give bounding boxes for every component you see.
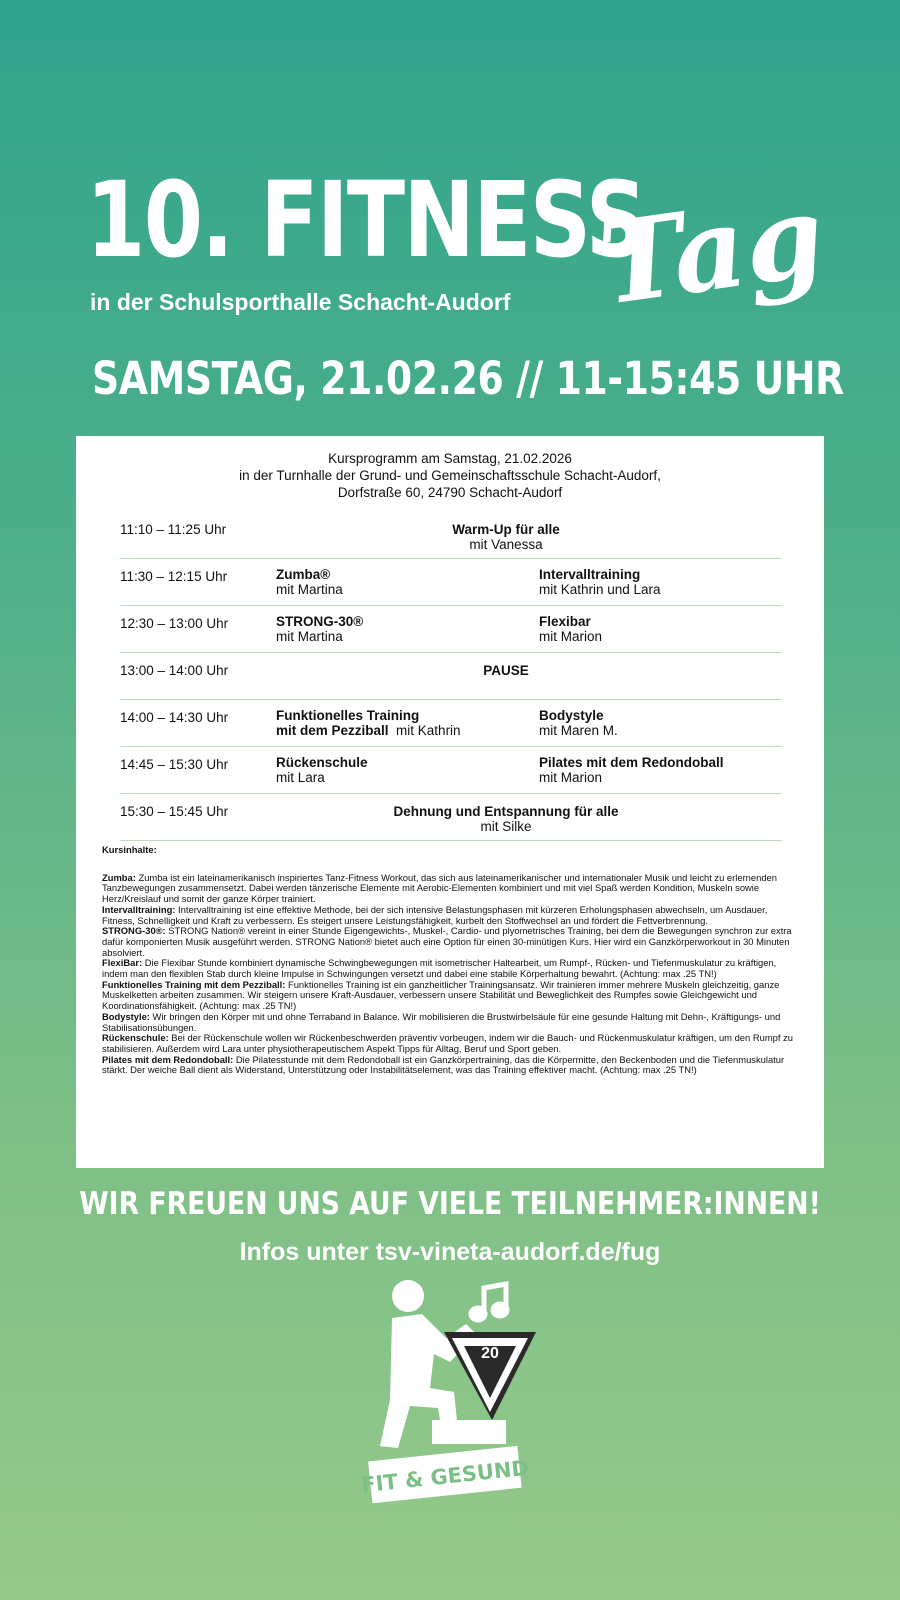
schedule-row — [120, 606, 782, 653]
row-time: 11:30 – 12:15 Uhr — [120, 569, 228, 584]
date-time-line: SAMSTAG, 21.02.26 // 11-15:45 UHR — [92, 352, 844, 405]
schedule-row — [120, 700, 782, 747]
info-label: STRONG-30®: — [102, 925, 166, 937]
program-card — [76, 436, 824, 1168]
course-trainer: mit Kathrin — [396, 723, 461, 738]
course-info-item — [102, 980, 802, 1012]
course-info-item — [102, 1055, 802, 1076]
course-trainer: mit Marion — [539, 770, 603, 785]
info-url[interactable]: Infos unter tsv-vineta-audorf.de/fug — [239, 1238, 661, 1266]
course-a — [276, 567, 343, 597]
music-note-icon — [471, 1284, 507, 1320]
course-info-item — [102, 1012, 802, 1033]
fit-gesund-logo — [360, 1280, 560, 1525]
row-time: 11:10 – 11:25 Uhr — [120, 522, 227, 537]
emblem-number: 20 — [481, 1345, 499, 1362]
program-title: Kursprogramm am Samstag, 21.02.2026 — [328, 451, 572, 466]
course-info-item — [102, 958, 802, 979]
course-info-item — [102, 873, 802, 905]
venue-subtitle: in der Schulsporthalle Schacht-Audorf — [90, 289, 511, 315]
course-title-cont: mit dem Pezziball — [276, 723, 389, 738]
schedule-row — [120, 794, 782, 841]
course-title: Bodystyle — [539, 708, 604, 723]
info-text: Die Pilatesstunde mit dem Redondoball ist ein Ganzkörpertraining, das die Körpermitte, den Beckenboden und die Tiefenmuskulatur stärkt. Der weiche Ball dient als Widerstand, Unterstützung oder Instabilitätselement, was das Training effektiver macht. (Achtung: max .25 TN!) — [102, 1053, 785, 1076]
info-label: Funktionelles Training mit dem Pezziball: — [102, 978, 286, 990]
course-trainer: mit Marion — [539, 629, 603, 644]
step-platform — [432, 1420, 506, 1444]
row-time: 12:30 – 13:00 Uhr — [120, 616, 229, 631]
row-center — [230, 804, 782, 834]
course-trainer: mit Maren M. — [539, 723, 618, 738]
course-title: Flexibar — [539, 614, 591, 629]
schedule-row — [120, 559, 782, 606]
course-a — [276, 708, 461, 738]
course-info-item — [102, 1033, 802, 1054]
course-info-item — [102, 905, 802, 926]
course-title: Intervalltraining — [539, 567, 641, 582]
info-text: Zumba ist ein lateinamerikanisch inspiriertes Tanz-Fitness Workout, das sich aus lateinamerikanischer und internationaler Musik und leicht zu erlernenden Tanzbewegungen zusammensetzt. Dabei werden tänzerische Elemente mit Aerobic-Elementen kombiniert und mit viel Spaß werden Kondition, Muskeln sowie Herz/Kreislauf und somit der ganze Körper trainiert. — [102, 871, 777, 905]
schedule — [120, 512, 782, 841]
row-time: 14:00 – 14:30 Uhr — [120, 710, 229, 725]
course-title: Zumba® — [276, 567, 331, 582]
info-text: Funktionelles Training ist ein ganzheitlicher Trainingsansatz. Wir trainieren immer mehrere Muskeln gleichzeitig, ganze Muskelketten arbeiten zusammen. Wir steigern unsere Kraft-Ausdauer, verbessern unsere Stabilität und Beweglichkeit des Rumpfes sowie Gleichgewicht und Koordinationsfähigkeit. (Achtung: max .25 TN!) — [102, 978, 780, 1012]
course-trainer: mit Martina — [276, 629, 343, 644]
headline: 10. FITNESS — [86, 159, 646, 281]
course-trainer: mit Lara — [276, 770, 325, 785]
program-header — [76, 450, 824, 501]
info-label: Pilates mit dem Redondoball: — [102, 1053, 234, 1065]
info-text: Die Flexibar Stunde kombiniert dynamische Schwingbewegungen mit isometrischer Haltearbeit, um Rumpf-, Rücken- und Tiefenmuskulatur zu kräftigen, indem man den flexiblen Stab durch kleine Impulse in Schwingungen versetzt und dabei eine stabile Körperhaltung bewahrt. (Achtung: max .25 TN!) — [102, 957, 777, 980]
course-info — [102, 845, 802, 1076]
row-time: 15:30 – 15:45 Uhr — [120, 804, 229, 819]
pause-label: PAUSE — [483, 663, 529, 678]
course-b — [539, 755, 724, 785]
course-title: Rückenschule — [276, 755, 368, 770]
course-trainer: mit Silke — [480, 819, 532, 834]
course-b — [539, 708, 618, 738]
course-trainer: mit Martina — [276, 582, 343, 597]
club-emblem — [444, 1332, 536, 1420]
call-to-action: WIR FREUEN UNS AUF VIELE TEILNEHMER:INNEN! — [79, 1186, 821, 1222]
course-title: STRONG-30® — [276, 614, 364, 629]
info-label: Bodystyle: — [102, 1010, 150, 1022]
schedule-row — [120, 653, 782, 700]
info-label: FlexiBar: — [102, 957, 143, 969]
course-trainer: mit Vanessa — [469, 537, 543, 552]
row-time: 14:45 – 15:30 Uhr — [120, 757, 229, 772]
course-a — [276, 755, 368, 785]
row-center — [230, 522, 782, 552]
schedule-row — [120, 747, 782, 794]
info-text: STRONG Nation® vereint in einer Stunde Eigengewichts-, Muskel-, Cardio- und plyometrisches Training, bei dem die Bewegungen synchron zur extra dafür komponierten Musik ausgeführt werden. STRONG Nation® bietet auch eine Option für einen 30-minütigen Kurs. Hier wird ein Ganzkörperworkout in 30 Minuten absolviert. — [102, 925, 792, 958]
course-info-title: Kursinhalte: — [102, 844, 157, 855]
course-title: Dehnung und Entspannung für alle — [393, 804, 619, 819]
info-label: Rückenschule: — [102, 1032, 169, 1044]
course-title: Warm-Up für alle — [452, 522, 560, 537]
info-text: Intervalltraining ist eine effektive Methode, bei der sich intensive Belastungsphasen mit kürzeren Erholungsphasen abwechseln, um Ausdauer, Fitness, Schnelligkeit und Kraft zu verbessern. Es steigert unsere Leistungsfähigkeit, kurbelt den Stoffwechsel an und fördert die Fettverbrennung. — [102, 903, 768, 926]
schedule-row — [120, 512, 782, 559]
info-label: Intervalltraining: — [102, 903, 176, 915]
info-text: Bei der Rückenschule wollen wir Rückenbeschwerden präventiv vorbeugen, indem wir die Bauch- und Rückenmuskulatur kräftigen, um den Rumpf zu stabilisieren. Außerdem wird Lara unter physiotherapeutischem Aspekt Tipps für Alltag, Beruf und Sport geben. — [102, 1032, 793, 1054]
script-word-tag: Tag — [591, 170, 832, 331]
course-a — [276, 614, 363, 644]
program-address: Dorfstraße 60, 24790 Schacht-Audorf — [337, 485, 563, 500]
row-center — [230, 663, 782, 678]
course-title: Pilates mit dem Redondoball — [539, 755, 724, 770]
info-text: Wir bringen den Körper mit und ohne Terraband in Balance. Wir mobilisieren die Brustwirbelsäule für eine gesunde Haltung mit Dehn-, Kräftigungs- und Stabilisationsübungen. — [102, 1010, 781, 1033]
program-location: in der Turnhalle der Grund- und Gemeinschaftsschule Schacht-Audorf, — [239, 468, 661, 483]
row-time: 13:00 – 14:00 Uhr — [120, 663, 229, 678]
course-b — [539, 614, 602, 644]
fit-gesund-banner — [360, 1445, 531, 1504]
course-title: Funktionelles Training — [276, 708, 420, 723]
course-info-item — [102, 926, 802, 958]
course-trainer: mit Kathrin und Lara — [539, 582, 661, 597]
info-label: Zumba: — [102, 871, 136, 883]
banner-text: FIT & GESUND — [360, 1455, 530, 1498]
course-b — [539, 567, 661, 597]
